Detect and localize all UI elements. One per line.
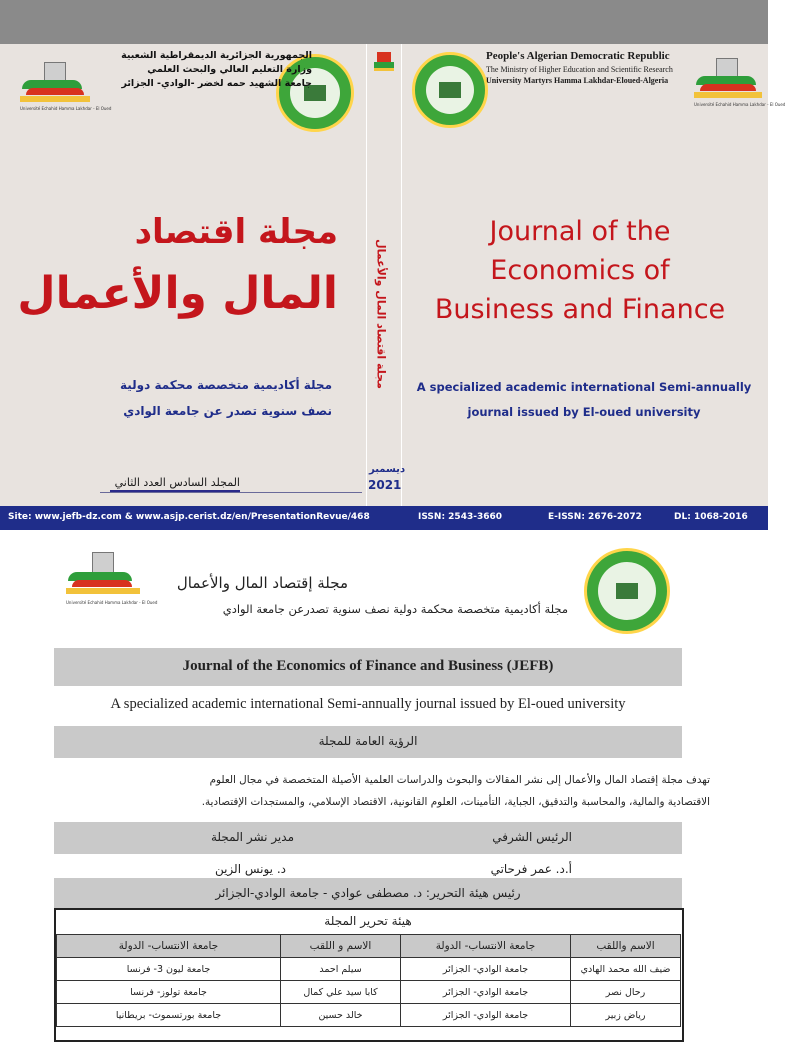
cover-header-en-2: The Ministry of Higher Education and Scientific Research [486, 65, 673, 74]
table-row [57, 981, 681, 1004]
cover-title-ar-2: المال والأعمال [17, 268, 338, 319]
cover-date-month: ديسمبر [369, 464, 406, 475]
editorial-board-table [56, 934, 681, 1027]
cover-subtitle-ar-2: نصف سنوية تصدر عن جامعة الوادي [123, 404, 332, 418]
board-cell: رحال نصر [571, 981, 681, 1004]
board-header-name-1: الاسم واللقب [571, 935, 681, 958]
footer-issn: ISSN: 2543-3660 [418, 512, 503, 522]
page2-journal-seal [584, 548, 670, 634]
subtitle-line-en: A specialized academic international Semi-annually journal issued by El-oued university [110, 696, 626, 712]
board-header-affil-1: جامعة الانتساب- الدولة [401, 935, 571, 958]
board-cell: جامعة الوادي- الجزائر [401, 981, 571, 1004]
board-header-name-2: الاسم و اللقب [281, 935, 401, 958]
director-label: مدير نشر المجلة [210, 830, 294, 844]
editor-chief: رئيس هيئة التحرير: د. مصطفى عوادي - جامعة الوادي-الجزائر [215, 886, 521, 900]
board-cell: خالد حسين [281, 1004, 401, 1027]
cover-header-ar-2: وزارة التعليم العالي والبحث العلمي [147, 64, 312, 75]
board-cell: ضيف الله محمد الهادي [571, 958, 681, 981]
footer-eissn: E-ISSN: 2676-2072 [548, 512, 642, 522]
spine-right-edge [401, 44, 402, 530]
cover-subtitle-en-2: journal issued by El-oued university [467, 405, 701, 419]
board-cell: جامعة الوادي- الجزائر [401, 958, 571, 981]
spine-title: مجلة اقتصاد المال والأعمال [374, 239, 388, 389]
footer-site: Site: www.jefb-dz.com & www.asjp.cerist.dz/en/PresentationRevue/468 [8, 512, 370, 522]
cover-subtitle-en-1: A specialized academic international Semi-annually [416, 380, 752, 394]
board-cell: جامعة تولوز- فرنسا [57, 981, 281, 1004]
board-cell: جامعة ليون 3- فرنسا [57, 958, 281, 981]
journal-info-page [0, 530, 768, 1024]
page2-title-ar: مجلة إقتصاد المال والأعمال [176, 574, 348, 592]
honorary-label: الرئيس الشرفي [492, 830, 572, 844]
honorary-name: أ.د. عمر فرحاتي [490, 862, 572, 876]
page2-subtitle-ar: مجلة أكاديمية متخصصة محكمة دولية نصف سنوية تصدرعن جامعة الوادي [222, 602, 568, 616]
cover-header-ar-3: جامعة الشهيد حمه لخضر -الوادي- الجزائر [121, 78, 312, 89]
top-gray-bar [0, 0, 768, 44]
board-cell: رياض زبير [571, 1004, 681, 1027]
cover-volume-ar: المجلد السادس العدد الثاني [114, 476, 240, 489]
board-cell: جامعة بورتسموث- بريطانيا [57, 1004, 281, 1027]
board-cell: سيلم احمد [281, 958, 401, 981]
vision-text-1: تهدف مجلة إقتصاد المال والأعمال إلى نشر المقالات والبحوث والدراسات العلمية الأصيلة المتخصصة في مجال العلوم [209, 774, 710, 786]
cover-header-ar-1: الجمهورية الجزائرية الديمقراطية الشعبية [121, 50, 312, 61]
band-title-en: Journal of the Economics of Finance and Business (JEFB) [182, 658, 554, 674]
board-cell: كابا سيد علي كمال [281, 981, 401, 1004]
cover-subtitle-ar-1: مجلة أكاديمية متخصصة محكمة دولية [119, 378, 332, 392]
university-logo-left: Université Echahid Hamma Lakhdar - El Oued [16, 62, 92, 122]
director-name: د. يونس الزين [214, 862, 286, 876]
journal-cover [0, 44, 785, 530]
cover-title-en-2: Economics of [490, 255, 670, 286]
footer-dl: DL: 1068-2016 [674, 512, 748, 522]
volume-rule [100, 492, 362, 493]
page2-university-logo: Université Echahid Hamma Lakhdar - El Oued [62, 552, 144, 618]
vision-heading: الرؤية العامة للمجلة [318, 734, 418, 748]
cover-date-year: 2021 [368, 478, 402, 492]
cover-header-en-3: University Martyrs Hamma Lakhdar-Eloued-Algeria [486, 76, 669, 85]
university-logo-right: Université Echahid Hamma Lakhdar - El Oued [690, 58, 764, 118]
board-cell: جامعة الوادي- الجزائر [401, 1004, 571, 1027]
board-title: هيئة تحرير المجلة [324, 914, 412, 928]
vision-text-2: الاقتصادية والمالية، والمحاسبة والتدقيق، الجباية، التأمينات، العلوم القانونية، الاقتصاد الإسلامي، والمستجدات الإقتصادية. [201, 796, 710, 808]
table-row [57, 1004, 681, 1027]
spine-logo-icon [374, 52, 394, 72]
cover-title-ar-1: مجلة اقتصاد [134, 212, 338, 252]
board-header-affil-2: جامعة الانتساب- الدولة [57, 935, 281, 958]
cover-footer-bar [0, 506, 768, 530]
cover-title-en-3: Business and Finance [434, 294, 726, 325]
table-row [57, 958, 681, 981]
cover-header-en-1: People's Algerian Democratic Republic [486, 50, 670, 62]
journal-seal-right [412, 52, 488, 128]
officers-band [54, 822, 682, 854]
cover-title-en-1: Journal of the [489, 216, 671, 247]
